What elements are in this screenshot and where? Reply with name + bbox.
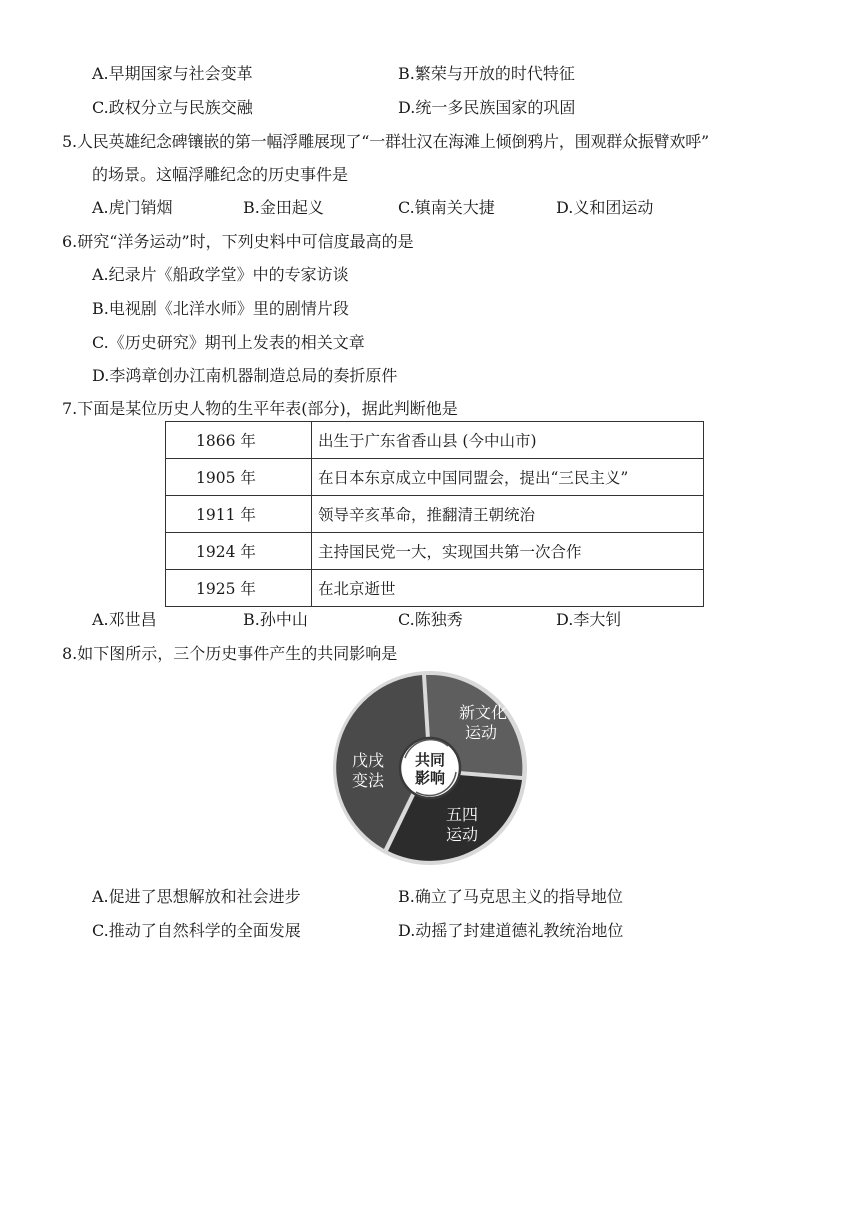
common-impact-diagram [330,668,530,868]
q8-option-b: B.确立了马克思主义的指导地位 [398,887,623,906]
q5-stem-line1: 5.人民英雄纪念碑镶嵌的第一幅浮雕展现了“一群壮汉在海滩上倾倒鸦片，围观群众振臂欢呼” [62,132,710,151]
timeline-table [165,421,704,607]
event-cell: 领导辛亥革命，推翻清王朝统治 [312,496,704,533]
seg3-label-line1: 戊戌 [351,751,385,770]
table-row [166,570,704,607]
q6-option-d: D.李鸿章创办江南机器制造总局的奏折原件 [92,366,398,385]
q5-option-d: D.义和团运动 [556,198,654,217]
q5-option-c: C.镇南关大捷 [398,198,495,217]
q8-option-d: D.动摇了封建道德礼教统治地位 [398,921,624,940]
q7-option-d: D.李大钊 [556,610,622,629]
table-row [166,459,704,496]
seg1-label-line1: 新文化 [458,703,508,722]
event-cell: 在北京逝世 [312,570,704,607]
year-cell: 1866 年 [166,422,312,459]
seg2-label-line1: 五四 [445,805,479,824]
year-cell: 1905 年 [166,459,312,496]
q8-option-c: C.推动了自然科学的全面发展 [92,921,301,940]
q6-option-a: A.纪录片《船政学堂》中的专家访谈 [92,265,349,284]
table-row [166,533,704,570]
event-cell: 出生于广东省香山县 (今中山市) [312,422,704,459]
q5-option-b: B.金田起义 [243,198,324,217]
q8-stem: 8.如下图所示，三个历史事件产生的共同影响是 [62,644,398,663]
table-row [166,422,704,459]
q6-option-c: C.《历史研究》期刊上发表的相关文章 [92,333,365,352]
year-cell: 1925 年 [166,570,312,607]
year-cell: 1911 年 [166,496,312,533]
q7-option-c: C.陈独秀 [398,610,463,629]
year-cell: 1924 年 [166,533,312,570]
event-cell: 主持国民党一大，实现国共第一次合作 [312,533,704,570]
q4-option-a: A.早期国家与社会变革 [92,64,253,83]
seg1-label-line2: 运动 [464,723,498,742]
q7-option-a: A.邓世昌 [92,610,157,629]
q6-option-b: B.电视剧《北洋水师》里的剧情片段 [92,299,349,318]
q7-option-b: B.孙中山 [243,610,308,629]
q6-stem: 6.研究“洋务运动”时，下列史料中可信度最高的是 [62,232,414,251]
q7-stem: 7.下面是某位历史人物的生平年表(部分)，据此判断他是 [62,399,458,418]
center-label-line1: 共同 [414,751,446,769]
q4-option-b: B.繁荣与开放的时代特征 [398,64,575,83]
seg3-label-line2: 变法 [351,771,385,790]
q5-stem-line2: 的场景。这幅浮雕纪念的历史事件是 [92,165,349,184]
q4-option-c: C.政权分立与民族交融 [92,98,253,117]
q4-option-d: D.统一多民族国家的巩固 [398,98,576,117]
event-cell: 在日本东京成立中国同盟会，提出“三民主义” [312,459,704,496]
q5-option-a: A.虎门销烟 [92,198,173,217]
seg2-label-line2: 运动 [445,825,479,844]
center-label-line2: 影响 [414,769,446,787]
table-row [166,496,704,533]
q8-option-a: A.促进了思想解放和社会进步 [92,887,301,906]
